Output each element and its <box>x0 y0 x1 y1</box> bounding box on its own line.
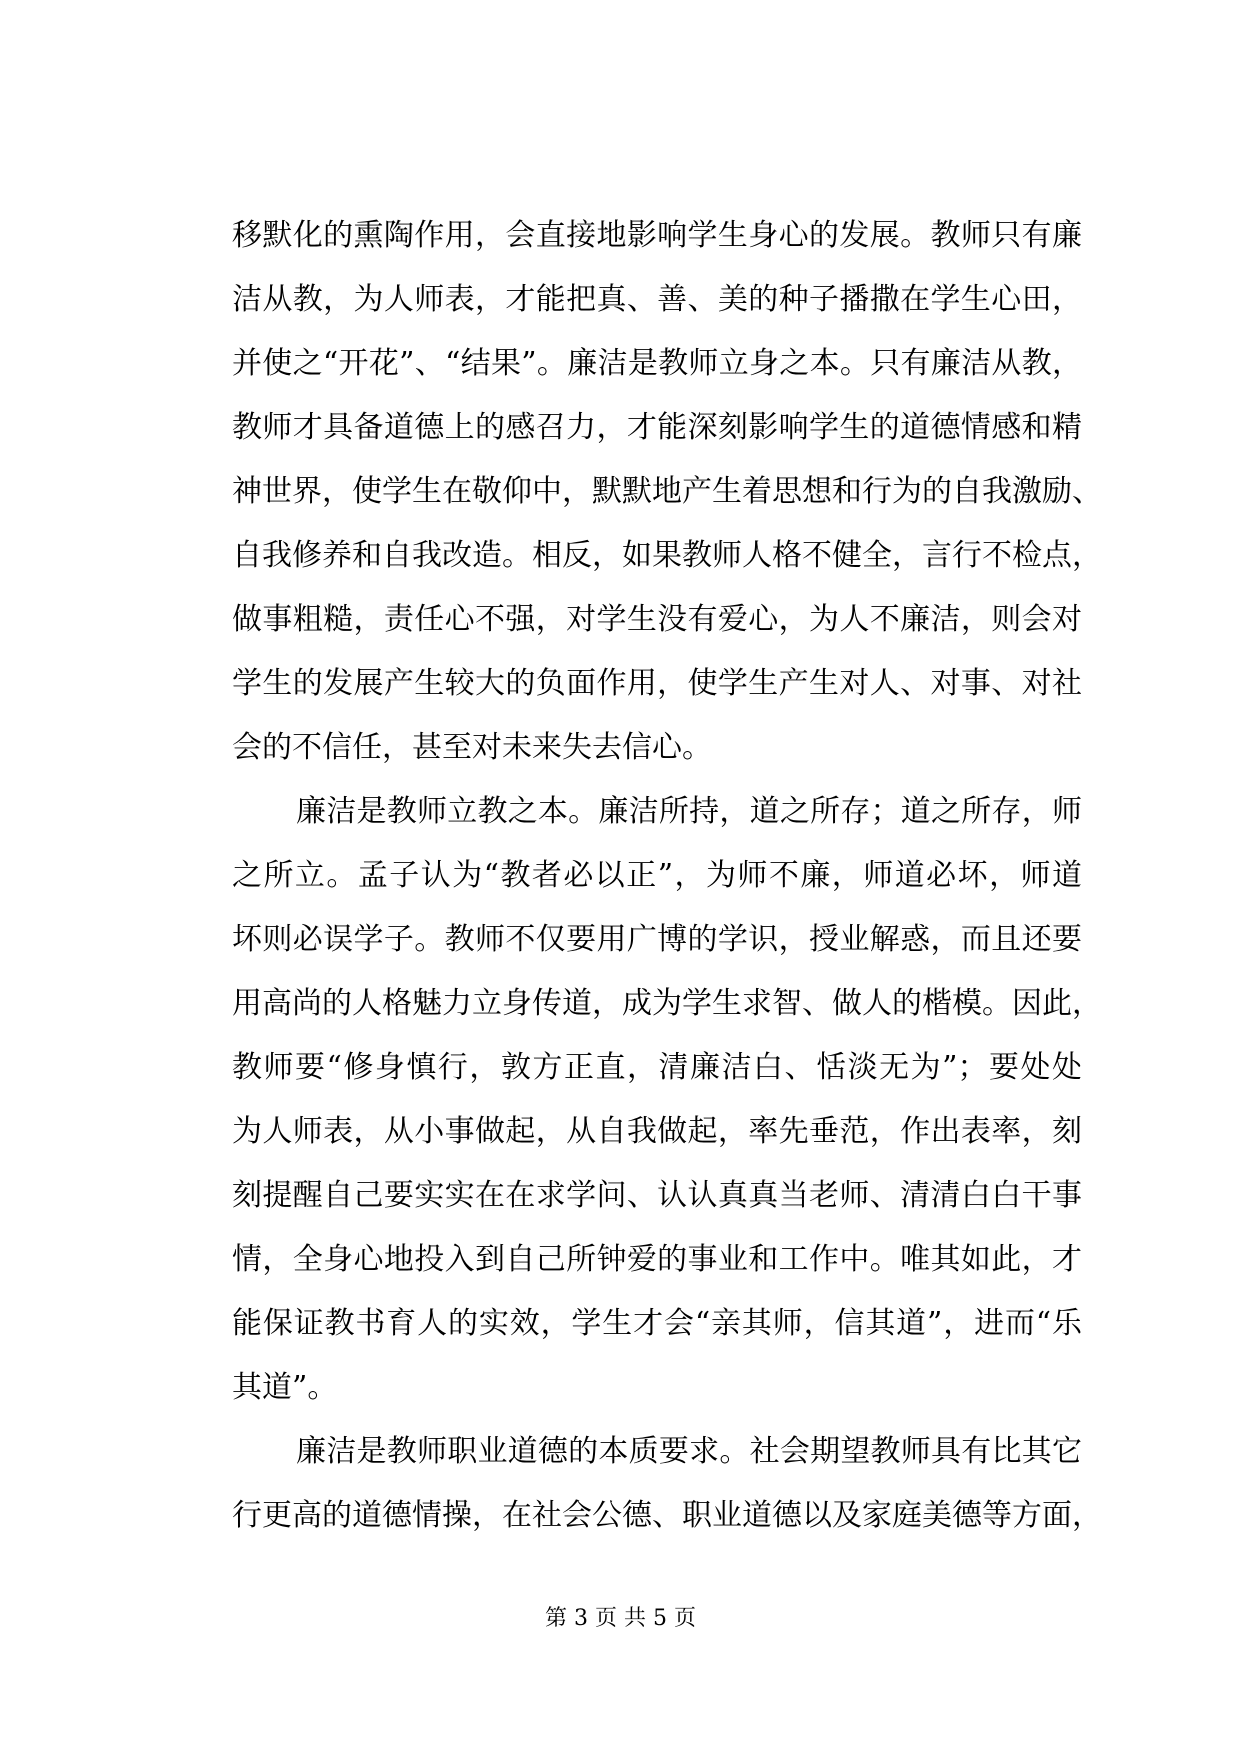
text-line: 学生的发展产生较大的负面作用，使学生产生对人、对事、对社 <box>232 666 1082 701</box>
text-line: 神世界，使学生在敬仰中，默默地产生着思想和行为的自我激励、 <box>232 474 1102 509</box>
text-line: 行更高的道德情操，在社会公德、职业道德以及家庭美德等方面， <box>232 1498 1102 1533</box>
text-line: 自我修养和自我改造。相反，如果教师人格不健全，言行不检点， <box>232 538 1102 573</box>
text-line: 刻提醒自己要实实在在求学问、认认真真当老师、清清白白干事 <box>232 1178 1082 1213</box>
text-line: 为人师表，从小事做起，从自我做起，率先垂范，作出表率，刻 <box>232 1114 1082 1149</box>
text-line: 能保证教书育人的实效，学生才会“亲其师，信其道”，进而“乐 <box>232 1306 1082 1341</box>
text-line: 并使之“开花”、“结果”。廉洁是教师立身之本。只有廉洁从教， <box>232 346 1082 381</box>
text-line: 用高尚的人格魅力立身传道，成为学生求智、做人的楷模。因此， <box>232 986 1102 1021</box>
body-text <box>232 204 1102 1548</box>
paragraph-first-line: 廉洁是教师立教之本。廉洁所持，道之所存；道之所存，师 <box>296 794 1082 829</box>
text-line: 之所立。孟子认为“教者必以正”，为师不廉，师道必坏，师道 <box>232 858 1082 893</box>
text-line: 情，全身心地投入到自己所钟爱的事业和工作中。唯其如此，才 <box>232 1242 1082 1277</box>
text-line: 做事粗糙，责任心不强，对学生没有爱心，为人不廉洁，则会对 <box>232 602 1082 637</box>
paragraph-first-line: 廉洁是教师职业道德的本质要求。社会期望教师具有比其它 <box>296 1434 1082 1469</box>
text-line: 会的不信任，甚至对未来失去信心。 <box>232 730 712 765</box>
text-line: 教师才具备道德上的感召力，才能深刻影响学生的道德情感和精 <box>232 410 1082 445</box>
text-line: 教师要“修身慎行，敦方正直，清廉洁白、恬淡无为”；要处处 <box>232 1050 1082 1085</box>
text-line: 其道”。 <box>232 1370 338 1405</box>
text-line: 坏则必误学子。教师不仅要用广博的学识，授业解惑，而且还要 <box>232 922 1082 957</box>
text-line: 洁从教，为人师表，才能把真、善、美的种子播撒在学生心田， <box>232 282 1082 317</box>
text-line: 移默化的熏陶作用，会直接地影响学生身心的发展。教师只有廉 <box>232 218 1082 253</box>
page-number-footer: 第 3 页 共 5 页 <box>545 1606 696 1631</box>
